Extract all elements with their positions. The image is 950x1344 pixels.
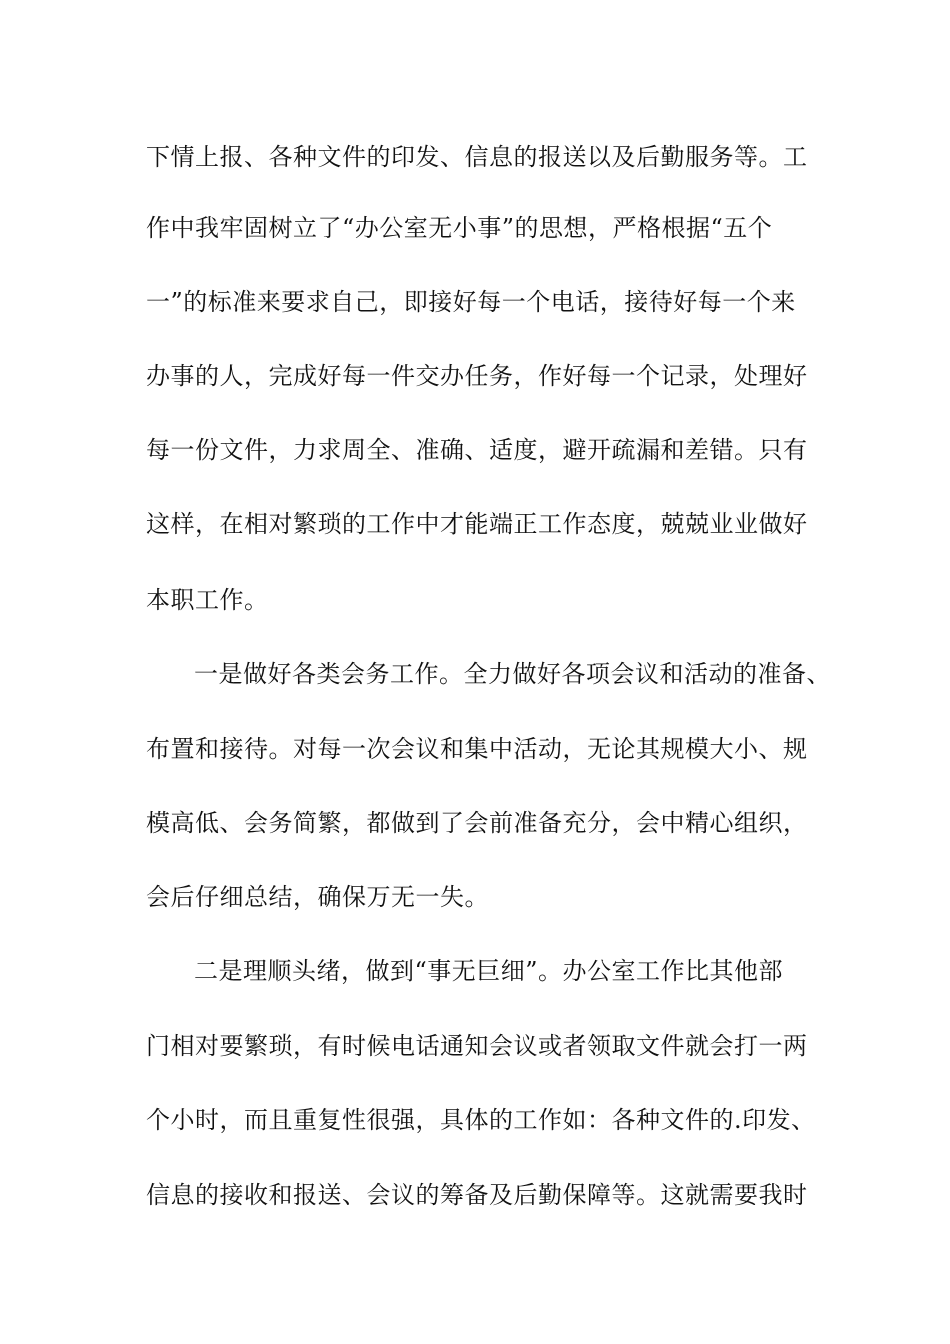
paragraph-line: 每一份文件，力求周全、准确、适度，避开疏漏和差错。只有 (146, 436, 808, 464)
paragraph-line: 本职工作。 (146, 586, 269, 614)
paragraph-line: 信息的接收和报送、会议的筹备及后勤保障等。这就需要我时 (146, 1181, 808, 1209)
paragraph-line: 门相对要繁琐，有时候电话通知会议或者领取文件就会打一两 (146, 1032, 808, 1060)
paragraph-line: 会后仔细总结，确保万无一失。 (146, 883, 489, 911)
paragraph-line: 一”的标准来要求自己，即接好每一个电话，接待好每一个来 (146, 288, 796, 316)
paragraph-line: 二是理顺头绪，做到“事无巨细”。办公室工作比其他部 (194, 957, 784, 985)
paragraph-line: 模高低、会务简繁，都做到了会前准备充分，会中精心组织， (146, 809, 808, 837)
paragraph-line: 布置和接待。对每一次会议和集中活动，无论其规模大小、规 (146, 735, 808, 763)
paragraph-line: 一是做好各类会务工作。全力做好各项会议和活动的准备、 (194, 660, 831, 688)
paragraph-line: 这样，在相对繁琐的工作中才能端正工作态度，兢兢业业做好 (146, 510, 808, 538)
paragraph-line: 作中我牢固树立了“办公室无小事”的思想，严格根据“五个 (146, 214, 773, 242)
paragraph-line: 办事的人，完成好每一件交办任务，作好每一个记录，处理好 (146, 362, 808, 390)
paragraph-line: 下情上报、各种文件的印发、信息的报送以及后勤服务等。工 (146, 143, 808, 171)
paragraph-line: 个小时，而且重复性很强，具体的工作如：各种文件的.印发、 (146, 1106, 816, 1134)
